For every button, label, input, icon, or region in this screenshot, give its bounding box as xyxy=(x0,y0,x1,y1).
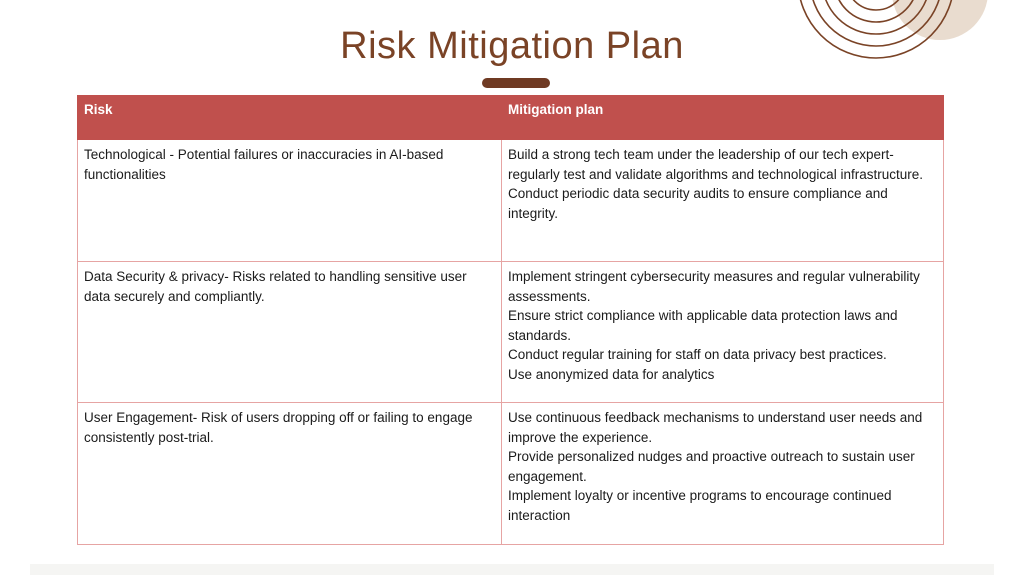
risk-cell: Technological - Potential failures or inaccuracies in AI-based functionalities xyxy=(78,140,502,262)
mitigation-cell xyxy=(502,140,944,262)
mitigation-item: Conduct periodic data security audits to ensure compliance and integrity. xyxy=(508,186,888,221)
risk-cell: User Engagement- Risk of users dropping off or failing to engage consistently post-trial. xyxy=(78,403,502,545)
mitigation-item: Implement stringent cybersecurity measures and regular vulnerability assessments. xyxy=(508,269,920,304)
slide-title: Risk Mitigation Plan xyxy=(340,25,684,67)
mitigation-item: Use anonymized data for analytics xyxy=(508,366,715,382)
mitigation-cell xyxy=(502,403,944,545)
mitigation-item: Implement loyalty or incentive programs to encourage continued interaction xyxy=(508,488,892,523)
mitigation-item: Ensure strict compliance with applicable data protection laws and standards. xyxy=(508,308,898,343)
risk-mitigation-table xyxy=(77,95,944,545)
title-underline xyxy=(482,78,550,88)
mitigation-item: Conduct regular training for staff on data privacy best practices. xyxy=(508,347,887,362)
footer-band xyxy=(30,564,994,575)
mitigation-item: Build a strong tech team under the leadership of our tech expert- regularly test and validate algorithms and technological infrastructure. xyxy=(508,147,923,182)
table-row xyxy=(78,262,944,403)
table-row xyxy=(78,140,944,262)
header-risk: Risk xyxy=(78,96,502,140)
table-row xyxy=(78,403,944,545)
mitigation-item: Use continuous feedback mechanisms to understand user needs and improve the experience. xyxy=(508,410,923,445)
risk-cell: Data Security & privacy- Risks related to handling sensitive user data securely and compliantly. xyxy=(78,262,502,403)
header-mitigation-plan: Mitigation plan xyxy=(502,96,944,140)
mitigation-item: Provide personalized nudges and proactive outreach to sustain user engagement. xyxy=(508,449,915,484)
mitigation-cell xyxy=(502,262,944,403)
table-header-row xyxy=(78,96,944,140)
